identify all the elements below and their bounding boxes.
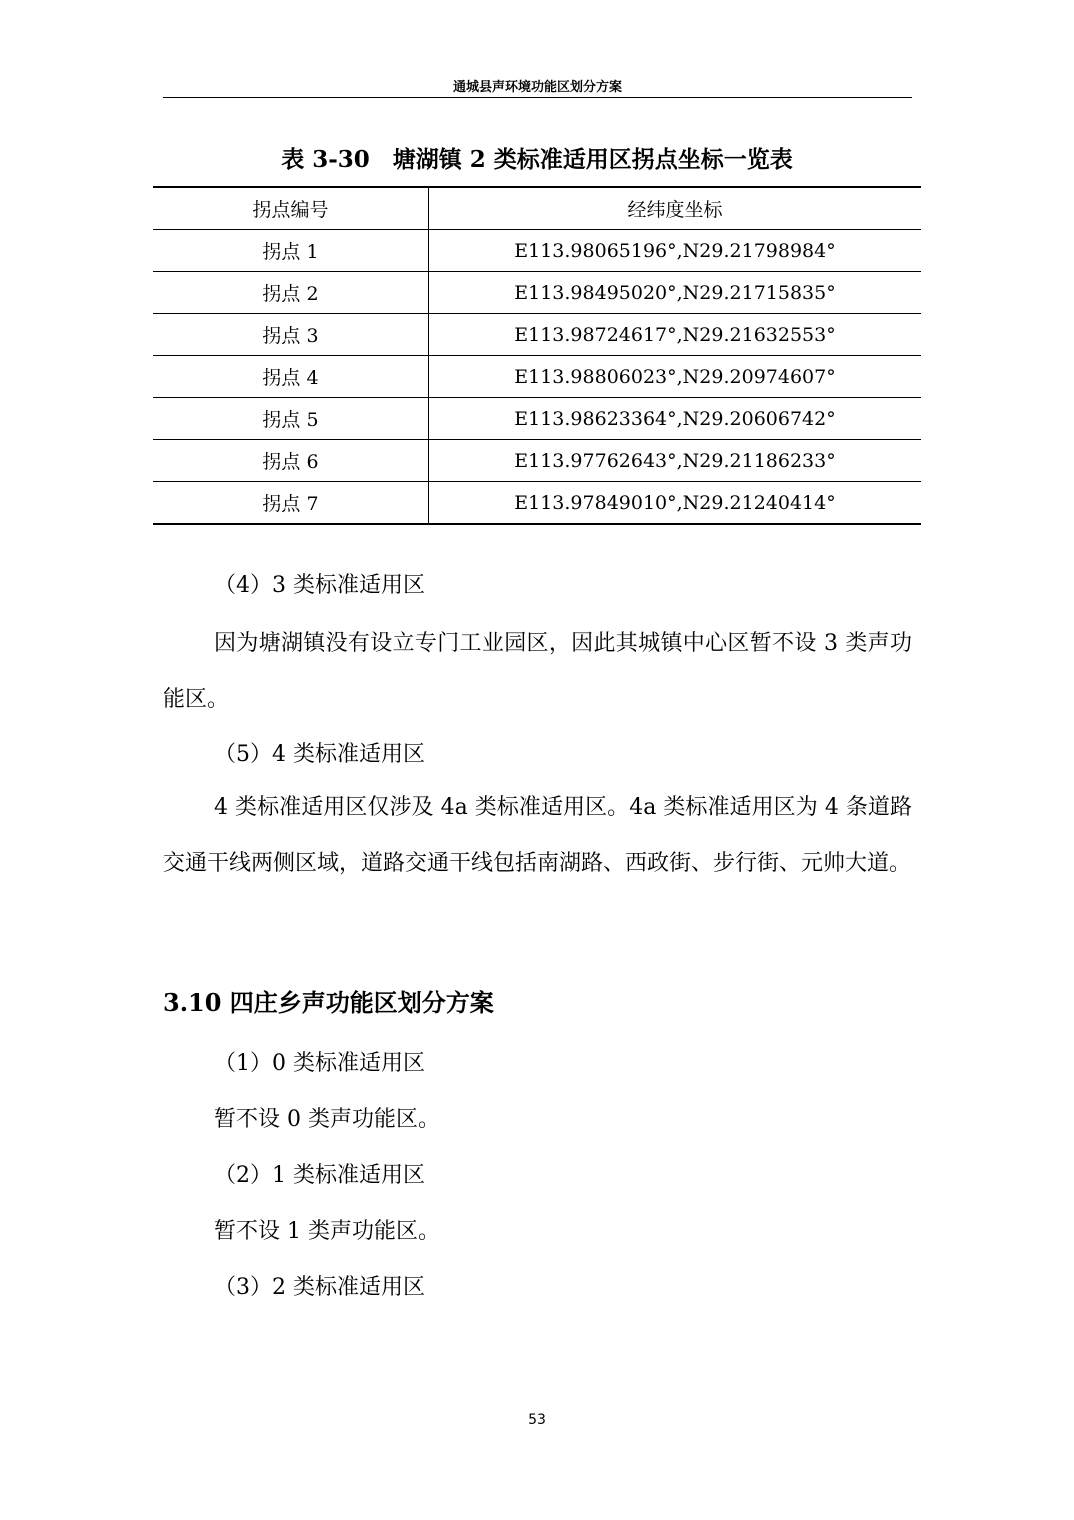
- header-rule: [163, 97, 912, 98]
- coordinate-cell: E113.98724617°,N29.21632553°: [429, 314, 922, 356]
- column-header-point-id: 拐点编号: [153, 187, 429, 230]
- section-heading: 3.10 四庄乡声功能区划分方案: [163, 988, 494, 1017]
- coordinate-cell: E113.98623364°,N29.20606742°: [429, 398, 922, 440]
- table-row: [153, 230, 921, 272]
- text-class-1: 暂不设 1 类声功能区。: [214, 1219, 440, 1244]
- coordinate-cell: E113.98806023°,N29.20974607°: [429, 356, 922, 398]
- point-id-cell: 拐点 4: [153, 356, 429, 398]
- table-row: [153, 398, 921, 440]
- subheading-class-2: （3）2 类标准适用区: [214, 1275, 425, 1300]
- paragraph-class-4: 4 类标准适用区仅涉及 4a 类标准适用区。4a 类标准适用区为 4 条道路交通干线两侧区域，道路交通干线包括南湖路、西政街、步行街、元帅大道。: [163, 795, 912, 876]
- point-id-cell: 拐点 7: [153, 482, 429, 525]
- coordinate-cell: E113.98495020°,N29.21715835°: [429, 272, 922, 314]
- table-title: 表 3-30 塘湖镇 2 类标准适用区拐点坐标一览表: [281, 146, 793, 173]
- point-id-cell: 拐点 1: [153, 230, 429, 272]
- table-row: [153, 314, 921, 356]
- page-number: 53: [528, 1412, 546, 1428]
- subheading-class-4: （5）4 类标准适用区: [214, 742, 425, 767]
- text-class-0: 暂不设 0 类声功能区。: [214, 1107, 440, 1132]
- column-header-coordinates: 经纬度坐标: [429, 187, 922, 230]
- coordinate-table: [153, 186, 921, 525]
- coordinate-cell: E113.97762643°,N29.21186233°: [429, 440, 922, 482]
- point-id-cell: 拐点 3: [153, 314, 429, 356]
- coordinate-cell: E113.98065196°,N29.21798984°: [429, 230, 922, 272]
- point-id-cell: 拐点 6: [153, 440, 429, 482]
- table-row: [153, 356, 921, 398]
- table-row: [153, 440, 921, 482]
- table-header-row: [153, 187, 921, 230]
- point-id-cell: 拐点 2: [153, 272, 429, 314]
- point-id-cell: 拐点 5: [153, 398, 429, 440]
- coordinate-cell: E113.97849010°,N29.21240414°: [429, 482, 922, 525]
- subheading-class-0: （1）0 类标准适用区: [214, 1051, 425, 1076]
- table-row: [153, 482, 921, 525]
- running-header: 通城县声环境功能区划分方案: [452, 80, 622, 95]
- paragraph-class-3: 因为塘湖镇没有设立专门工业园区，因此其城镇中心区暂不设 3 类声功能区。: [163, 631, 912, 712]
- subheading-class-1: （2）1 类标准适用区: [214, 1163, 425, 1188]
- table-row: [153, 272, 921, 314]
- subheading-class-3: （4）3 类标准适用区: [214, 573, 425, 598]
